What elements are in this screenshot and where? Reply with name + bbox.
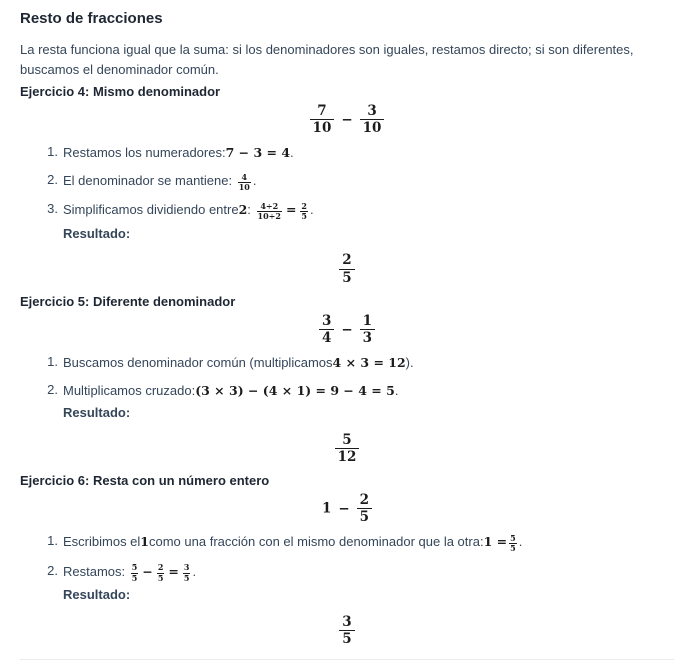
fraction — [357, 492, 372, 525]
exercise-6-heading: Ejercicio 6: Resta con un número entero — [20, 473, 270, 489]
minus-operator: − — [142, 563, 153, 579]
inline-fraction — [131, 563, 139, 582]
step-text: Buscamos denominador común (multiplicamos — [63, 355, 333, 371]
exercise-5-steps-list — [20, 354, 674, 423]
list-item — [20, 563, 674, 605]
fraction-numerator: 1 — [362, 312, 373, 329]
fraction-denominator: 5 — [357, 508, 372, 525]
list-item-number: 1. — [47, 354, 58, 370]
fraction-numerator: 5 — [510, 533, 516, 544]
fraction-denominator: 5 — [339, 269, 354, 286]
list-item-text — [63, 201, 674, 243]
fraction — [339, 252, 354, 285]
exercise-6-section — [20, 473, 674, 647]
list-item-text — [63, 172, 674, 192]
fraction-denominator: 10÷2 — [257, 211, 281, 222]
fraction-denominator: 4 — [319, 329, 334, 346]
fraction-denominator: 5 — [183, 572, 190, 583]
step-text: . — [310, 202, 314, 218]
exercise-4-display-formula — [20, 103, 674, 136]
inline-fraction — [157, 563, 165, 582]
inline-fraction — [300, 202, 308, 221]
list-item-text — [63, 382, 674, 423]
step-text: . — [252, 173, 257, 189]
exercise-6-steps-list — [20, 533, 674, 604]
fraction-numerator: 4 — [241, 172, 248, 183]
step-text: Restamos los numeradores: — [63, 145, 226, 161]
list-item-number: 1. — [47, 144, 58, 160]
resultado-label: Resultado: — [63, 586, 131, 602]
list-item-number: 3. — [47, 201, 58, 217]
page-title: Resto de fracciones — [20, 10, 163, 27]
inline-math: 7 − 3 = 4 — [225, 145, 291, 161]
fraction-numerator: 5 — [342, 431, 352, 448]
list-item-number: 2. — [47, 562, 58, 578]
exercise-4-heading: Ejercicio 4: Mismo denominador — [20, 84, 221, 99]
fraction-numerator: 2 — [157, 562, 164, 573]
fraction-denominator: 3 — [360, 329, 375, 346]
fraction — [339, 614, 354, 647]
fraction-denominator: 5 — [510, 543, 516, 554]
step-text: Simplificamos dividiendo entre — [63, 202, 239, 218]
exercise-4-result — [20, 252, 674, 285]
list-item — [20, 533, 674, 553]
exercise-5-section — [20, 294, 674, 465]
list-item-number: 1. — [47, 533, 58, 549]
fraction-denominator: 10 — [310, 119, 335, 136]
fraction — [360, 313, 375, 346]
equals-operator: = — [168, 563, 179, 579]
exercise-5-display-formula — [20, 313, 674, 346]
fraction-numerator: 3 — [367, 103, 377, 119]
resultado-label: Resultado: — [63, 404, 131, 420]
fraction-denominator: 5 — [157, 572, 164, 583]
fraction — [319, 313, 334, 346]
minus-operator: − — [341, 111, 353, 128]
minus-operator: − — [338, 500, 350, 517]
fraction-numerator: 4÷2 — [260, 201, 279, 212]
fraction-denominator: 5 — [339, 630, 354, 647]
list-item — [20, 201, 674, 243]
step-text: Escribimos el — [63, 534, 141, 550]
inline-fraction — [183, 563, 191, 582]
list-item — [20, 354, 674, 373]
fraction-numerator: 3 — [321, 312, 332, 329]
inline-math: 4 × 3 = 12 — [332, 355, 406, 371]
inline-fraction — [509, 534, 517, 553]
step-text: . — [394, 383, 399, 399]
equals-operator: = — [285, 202, 297, 218]
exercise-6-result — [20, 614, 674, 647]
fraction-numerator: 7 — [317, 103, 327, 119]
step-text: . — [192, 563, 197, 579]
minus-operator: − — [341, 321, 353, 338]
fraction-numerator: 2 — [342, 252, 352, 269]
fraction — [310, 103, 335, 136]
step-text: Multiplicamos cruzado: — [63, 383, 196, 399]
step-text: Restamos: — [63, 563, 129, 579]
list-item-number: 2. — [47, 382, 58, 398]
fraction-numerator: 5 — [131, 562, 138, 573]
step-text: . — [290, 145, 294, 161]
fraction-numerator: 3 — [183, 562, 190, 573]
list-item-text — [63, 563, 674, 605]
fraction-denominator: 10 — [360, 119, 385, 136]
fraction-denominator: 10 — [238, 182, 250, 193]
step-text: ). — [405, 355, 414, 371]
fraction-numerator: 2 — [301, 201, 307, 212]
exercise-4-steps-list — [20, 144, 674, 243]
fraction — [360, 103, 385, 136]
list-item — [20, 382, 674, 423]
fraction-numerator: 2 — [359, 492, 370, 509]
inline-math: (3 × 3) − (4 × 1) = 9 − 4 = 5 — [195, 383, 395, 399]
list-item-text — [63, 354, 674, 373]
exercise-6-display-formula — [20, 492, 674, 525]
fraction — [335, 432, 360, 465]
exercise-4-section — [20, 84, 674, 286]
fraction-numerator: 3 — [342, 613, 352, 630]
step-text: El denominador se mantiene: — [63, 173, 236, 189]
exercise-5-result — [20, 432, 674, 465]
resultado-label: Resultado: — [63, 225, 131, 241]
inline-math: 1 — [140, 534, 149, 550]
fraction-denominator: 5 — [301, 211, 307, 222]
inline-math: 2 — [238, 202, 248, 218]
list-item-text — [63, 533, 674, 553]
step-text: como una fracción con el mismo denominador que la otra: — [149, 534, 484, 550]
exercise-5-heading: Ejercicio 5: Diferente denominador — [20, 293, 236, 309]
whole-number: 1 — [321, 500, 332, 517]
inline-fraction — [238, 173, 251, 192]
list-item — [20, 144, 674, 163]
intro-paragraph: La resta funciona igual que la suma: si los denominadores son iguales, restamos directo; si son diferentes, buscamos el denominador común. — [20, 42, 634, 77]
fraction-denominator: 5 — [131, 572, 138, 583]
fraction-denominator: 12 — [335, 448, 360, 465]
step-text: . — [518, 534, 523, 550]
step-text: : — [247, 202, 255, 218]
list-item — [20, 172, 674, 192]
inline-math: 1 = — [483, 534, 508, 550]
list-item-text — [63, 144, 674, 163]
inline-fraction — [257, 202, 282, 221]
list-item-number: 2. — [47, 172, 58, 188]
